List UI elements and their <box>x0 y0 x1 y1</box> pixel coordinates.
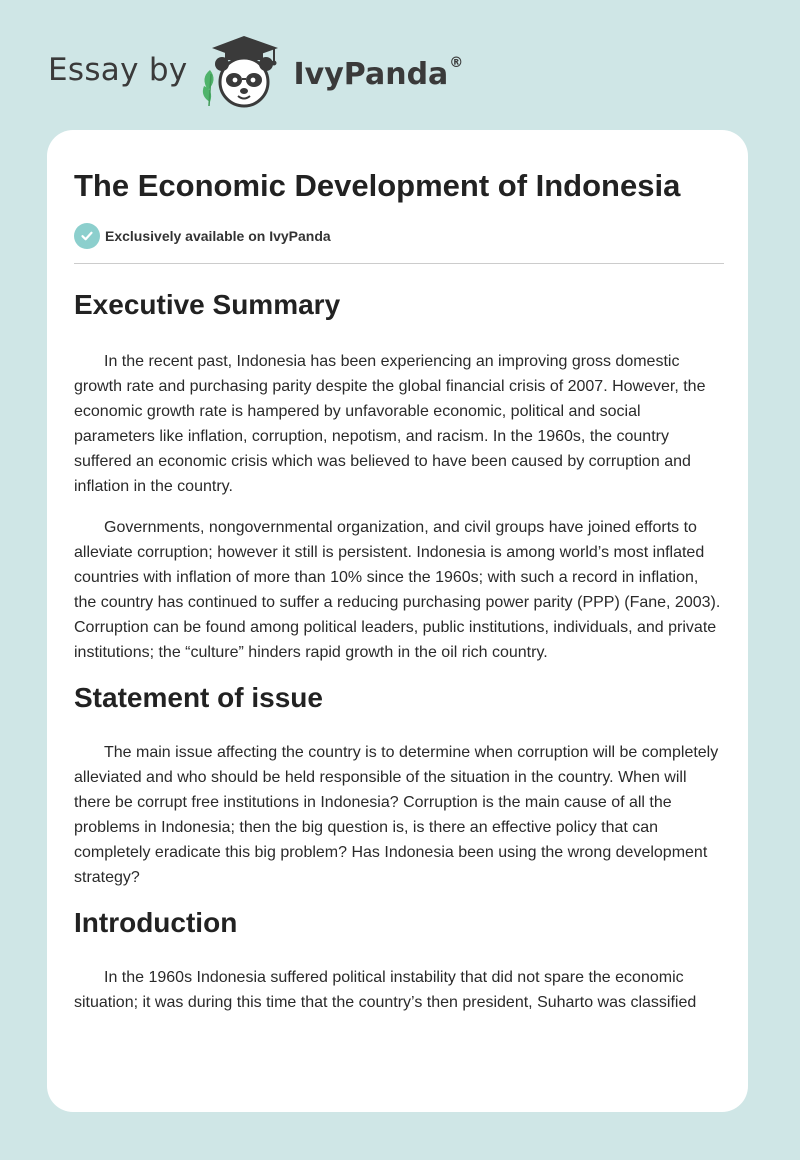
paragraph: In the 1960s Indonesia suffered political instability that did not spare the economic situation; it was during this time that the country’s then president, Suharto was classified <box>74 969 697 1011</box>
title-divider <box>74 263 724 264</box>
article-title: The Economic Development of Indonesia <box>74 168 681 203</box>
exclusive-badge <box>74 222 724 250</box>
site-header <box>48 30 463 110</box>
panda-graduate-icon[interactable] <box>198 30 290 110</box>
section-heading-executive-summary: Executive Summary <box>74 289 341 320</box>
exclusive-badge-label: Exclusively available on IvyPanda <box>105 228 331 244</box>
paragraph: Governments, nongovernmental organization, and civil groups have joined efforts to alleviate corruption; however it still is persistent. Indonesia is among world’s most inflated countries with inflation of more than 10% since the 1960s; with such a record in inflation, the country has continued to suffer a reducing purchasing power parity (PPP) (Fane, 2003). Corruption can be found among political leaders, public institutions, individuals, and private institutions; the “culture” hinders rapid growth in the oil rich country. <box>74 519 721 661</box>
registered-mark: ® <box>449 54 464 71</box>
section-heading-statement-of-issue: Statement of issue <box>74 682 323 713</box>
paragraph: The main issue affecting the country is to determine when corruption will be completely alleviated and who should be held responsible of the situation in the country. When will there be corrupt free institutions in Indonesia? Corruption is the main cause of all the problems in Indonesia; then the big question is, is there an effective policy that can completely eradicate this big problem? Has Indonesia been using the wrong development strategy? <box>74 744 719 886</box>
essay-by-label: Essay by <box>48 52 188 88</box>
brand-name[interactable]: IvyPanda® <box>293 54 464 92</box>
article-content <box>74 130 724 1015</box>
paragraph: In the recent past, Indonesia has been experiencing an improving gross domestic growth rate and purchasing parity despite the global financial crisis of 2007. However, the economic growth rate is hampered by unfavorable economic, political and social parameters like inflation, corruption, nepotism, and racism. In the 1960s, the country suffered an economic crisis which was believed to have been caused by corruption and inflation in the country. <box>74 353 706 495</box>
section-heading-introduction: Introduction <box>74 907 238 938</box>
check-circle-icon <box>74 223 100 249</box>
article-card <box>47 130 748 1112</box>
